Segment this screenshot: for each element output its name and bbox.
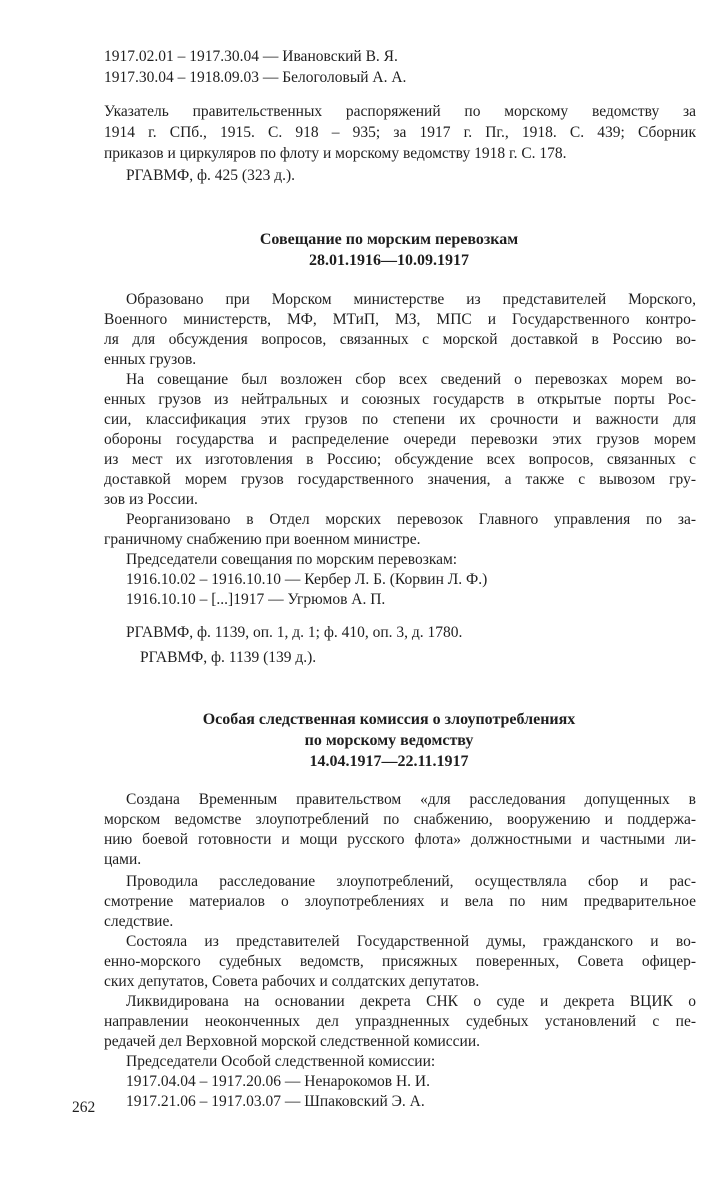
paragraph-line: На совещание был возложен сбор всех сведений о перевозках морем во- [126,371,696,388]
paragraph-line: Проводила расследование злоупотреблений, осуществляла сбор и рас- [126,873,696,890]
archive-reference: РГАВМФ, ф. 1139 (139 д.). [140,649,317,666]
paragraph-line: морском ведомстве злоупотреблений по снабжению, вооружению и поддержа- [104,811,696,828]
paragraph-line: Реорганизовано в Отдел морских перевозок Главного управления по за- [126,511,696,528]
page-number: 262 [72,1099,96,1116]
paragraph-line: обороны государства и распределение очереди перевозки этих грузов морем [104,431,696,448]
paragraph-line: смотрение материалов о злоупотреблениях и вела по ним предварительное [104,893,696,910]
paragraph-line: сии, классификация этих грузов по степени их срочности и важности для [104,411,696,428]
paragraph-line: Образовано при Морском министерстве из представителей Морского, [126,291,696,308]
chair-entry: 1917.04.04 – 1917.20.06 — Ненарокомов Н. И. [126,1073,430,1090]
paragraph-line: цами. [104,851,142,868]
source-line: приказов и циркуляров по флоту и морскому ведомству 1918 г. С. 178. [104,145,567,162]
chair-entry: 1916.10.02 – 1916.10.10 — Кербер Л. Б. (Корвин Л. Ф.) [126,571,488,588]
paragraph-line: нию боевой готовности и мощи русского флота» должностными и частными ли- [104,831,696,848]
paragraph-line: Состояла из представителей Государственной думы, гражданского и во- [126,933,696,950]
paragraph-line: енно-морского судебных ведомств, присяжных поверенных, Совета офицер- [104,953,696,970]
paragraph-line: енных грузов. [104,351,197,368]
paragraph-line: ля для обсуждения вопросов, связанных с морской доставкой в Россию во- [104,331,696,348]
paragraph-line: доставкой морем грузов государственного значения, а также с вывозом гру- [104,471,696,488]
paragraph-line: Ликвидирована на основании декрета СНК о суде и декрета ВЦИК о [126,993,696,1010]
source-line: Указатель правительственных распоряжений по морскому ведомству за [104,103,696,120]
source-line: 1914 г. СПб., 1915. С. 918 – 935; за 1917 г. Пг., 1918. С. 439; Сборник [104,124,696,141]
paragraph-line: Создана Временным правительством «для расследования допущенных в [126,791,696,808]
section-title: Совещание по морским перевозкам [259,231,519,248]
chair-entry: 1916.10.10 – [...]1917 — Угрюмов А. П. [126,591,386,608]
section-dates: 14.04.1917—22.11.1917 [309,753,469,770]
sources-reference: РГАВМФ, ф. 1139, оп. 1, д. 1; ф. 410, оп. 3, д. 1780. [126,624,463,641]
paragraph-line: Военного министерств, МФ, МТиП, МЗ, МПС и Государственного контро- [104,311,696,328]
section-title: Особая следственная комиссия о злоупотреблениях [202,711,576,728]
paragraph-line: из мест их изготовления в Россию; обсуждение всех вопросов, связанных с [104,451,696,468]
paragraph-line: граничному снабжению при военном министре. [104,531,421,548]
paragraph-line: ских депутатов, Совета рабочих и солдатских депутатов. [104,973,480,990]
chair-entry: 1917.21.06 – 1917.03.07 — Шпаковский Э. А. [126,1093,425,1110]
paragraph-line: зов из России. [104,491,198,508]
chairs-heading: Председатели Особой следственной комиссии: [126,1053,436,1070]
chairs-heading: Председатели совещания по морским перевозкам: [126,551,458,568]
chair-entry: 1917.02.01 – 1917.30.04 — Ивановский В. Я. [104,48,398,65]
paragraph-line: редачей дел Верховной морской следственной комиссии. [104,1033,481,1050]
section-title: по морскому ведомству [304,732,474,749]
paragraph-line: енных грузов из нейтральных и союзных государств в открытые порты Рос- [104,391,696,408]
archive-reference: РГАВМФ, ф. 425 (323 д.). [126,167,296,184]
paragraph-line: следствие. [104,913,174,930]
chair-entry: 1917.30.04 – 1918.09.03 — Белоголовый А. А. [104,69,407,86]
paragraph-line: направлении неоконченных дел упраздненных судебных установлений с пе- [104,1013,696,1030]
section-dates: 28.01.1916—10.09.1917 [309,252,469,269]
